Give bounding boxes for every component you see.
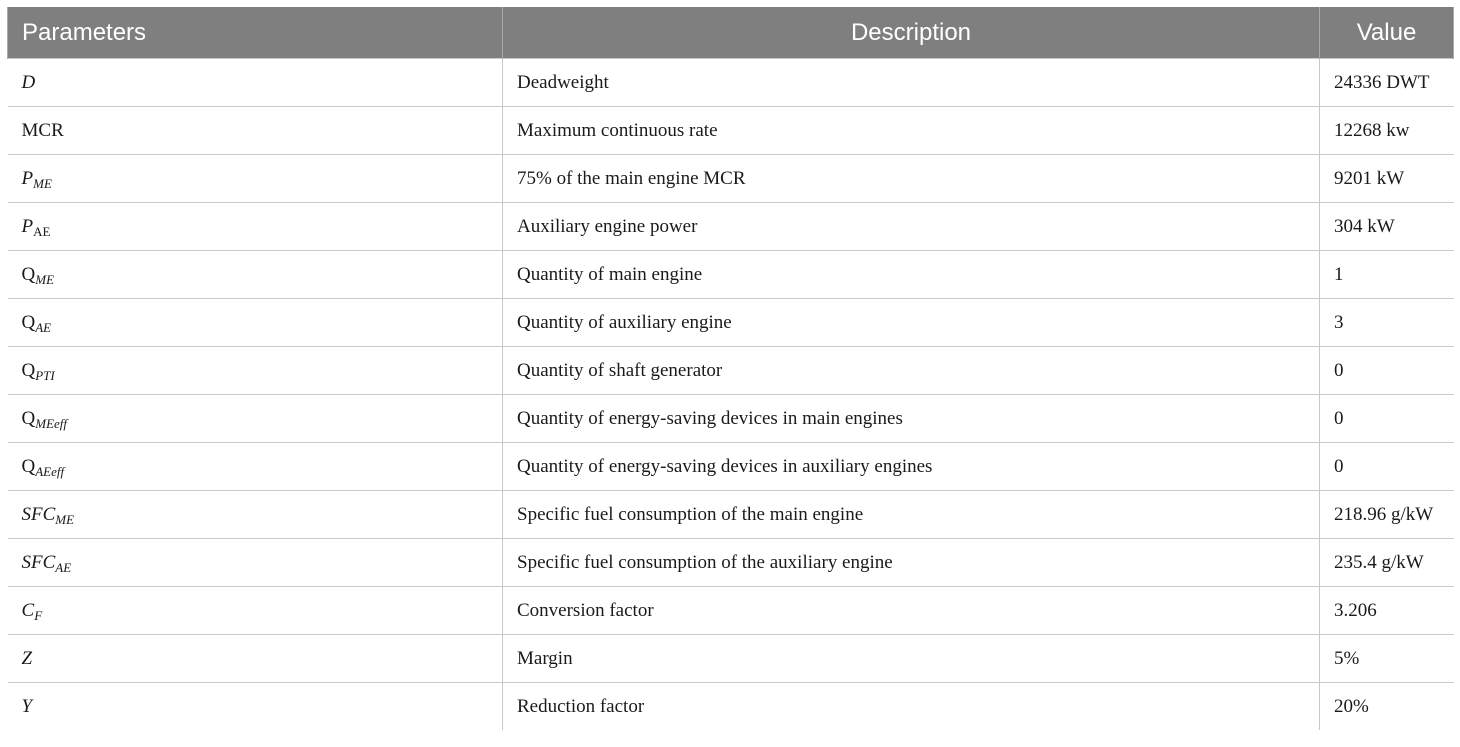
parameter-symbol	[22, 408, 68, 430]
parameter-cell	[8, 59, 503, 107]
description-cell: Deadweight	[503, 59, 1320, 107]
parameter-symbol-base: SFC	[21, 503, 56, 525]
parameter-symbol-base: Z	[21, 647, 33, 669]
parameter-cell	[8, 299, 503, 347]
table-row	[8, 491, 1454, 539]
value-cell: 1	[1320, 251, 1454, 299]
description-cell: Quantity of energy-saving devices in auxiliary engines	[503, 443, 1320, 491]
value-cell: 5%	[1320, 635, 1454, 683]
header-row	[8, 7, 1454, 59]
description-cell: Quantity of energy-saving devices in main engines	[503, 395, 1320, 443]
table-row	[8, 155, 1454, 203]
parameter-symbol	[22, 312, 52, 334]
parameter-symbol-base: Y	[21, 695, 33, 717]
header-description: Description	[503, 7, 1320, 59]
table-row	[8, 587, 1454, 635]
description-cell: Maximum continuous rate	[503, 107, 1320, 155]
value-cell: 3	[1320, 299, 1454, 347]
parameter-symbol-subscript: ME	[33, 175, 52, 191]
header-parameters: Parameters	[8, 7, 503, 59]
description-cell: Quantity of main engine	[503, 251, 1320, 299]
parameter-symbol-base: C	[21, 599, 35, 621]
parameter-symbol	[22, 696, 33, 718]
parameter-symbol-subscript: MEeff	[35, 415, 67, 431]
table-row	[8, 203, 1454, 251]
parameter-symbol-base: Q	[21, 263, 36, 285]
parameter-symbol-base: SFC	[21, 551, 56, 573]
table-row	[8, 395, 1454, 443]
description-cell: 75% of the main engine MCR	[503, 155, 1320, 203]
parameter-cell	[8, 587, 503, 635]
parameter-symbol-base: MCR	[21, 119, 64, 141]
parameter-symbol	[22, 360, 55, 382]
value-cell: 20%	[1320, 683, 1454, 731]
header-value: Value	[1320, 7, 1454, 59]
parameter-symbol-base: Q	[21, 407, 36, 429]
parameter-symbol	[22, 72, 36, 94]
parameter-symbol-base: D	[21, 71, 36, 93]
parameter-symbol-subscript: F	[34, 607, 43, 623]
parameter-symbol	[22, 456, 65, 478]
description-cell: Reduction factor	[503, 683, 1320, 731]
description-cell: Specific fuel consumption of the main engine	[503, 491, 1320, 539]
description-cell: Specific fuel consumption of the auxiliary engine	[503, 539, 1320, 587]
parameter-symbol	[22, 216, 51, 238]
value-cell: 0	[1320, 443, 1454, 491]
parameter-cell	[8, 443, 503, 491]
value-cell: 12268 kw	[1320, 107, 1454, 155]
table-row	[8, 635, 1454, 683]
parameter-symbol-subscript: ME	[35, 271, 55, 287]
description-cell: Conversion factor	[503, 587, 1320, 635]
description-cell: Quantity of shaft generator	[503, 347, 1320, 395]
table-row	[8, 443, 1454, 491]
value-cell: 3.206	[1320, 587, 1454, 635]
table-row	[8, 107, 1454, 155]
parameter-symbol	[22, 168, 52, 190]
parameter-cell	[8, 395, 503, 443]
description-cell: Auxiliary engine power	[503, 203, 1320, 251]
value-cell: 218.96 g/kW	[1320, 491, 1454, 539]
value-cell: 0	[1320, 395, 1454, 443]
table-row	[8, 299, 1454, 347]
parameter-cell	[8, 491, 503, 539]
parameter-symbol-base: Q	[21, 311, 36, 333]
table-row	[8, 347, 1454, 395]
parameter-symbol	[22, 120, 64, 142]
parameter-symbol-base: Q	[21, 455, 36, 477]
parameter-symbol-subscript: AE	[35, 319, 52, 335]
parameter-symbol-base: P	[21, 167, 34, 189]
description-cell: Margin	[503, 635, 1320, 683]
description-cell: Quantity of auxiliary engine	[503, 299, 1320, 347]
value-cell: 0	[1320, 347, 1454, 395]
parameter-symbol-subscript: PTI	[35, 367, 55, 383]
parameter-cell	[8, 635, 503, 683]
parameter-symbol	[22, 552, 72, 574]
parameter-symbol-subscript: ME	[55, 511, 75, 527]
parameter-symbol	[22, 600, 43, 622]
parameter-symbol-base: P	[21, 215, 34, 237]
table-header	[8, 7, 1454, 59]
parameter-symbol-base: Q	[21, 359, 36, 381]
parameter-symbol-subscript: AE	[55, 559, 72, 575]
parameter-cell	[8, 107, 503, 155]
value-cell: 235.4 g/kW	[1320, 539, 1454, 587]
parameter-symbol-subscript: AEeff	[35, 463, 65, 479]
parameter-cell	[8, 251, 503, 299]
parameter-symbol	[22, 504, 75, 526]
table-body	[8, 59, 1454, 731]
parameter-symbol	[22, 648, 33, 670]
table-row	[8, 59, 1454, 107]
parameter-cell	[8, 683, 503, 731]
value-cell: 9201 kW	[1320, 155, 1454, 203]
value-cell: 304 kW	[1320, 203, 1454, 251]
table-row	[8, 251, 1454, 299]
parameter-symbol-subscript: AE	[33, 223, 51, 239]
parameter-symbol	[22, 264, 55, 286]
table-row	[8, 683, 1454, 731]
parameters-table	[7, 7, 1454, 730]
parameter-cell	[8, 155, 503, 203]
parameter-cell	[8, 203, 503, 251]
value-cell: 24336 DWT	[1320, 59, 1454, 107]
parameter-cell	[8, 347, 503, 395]
table-row	[8, 539, 1454, 587]
parameter-cell	[8, 539, 503, 587]
